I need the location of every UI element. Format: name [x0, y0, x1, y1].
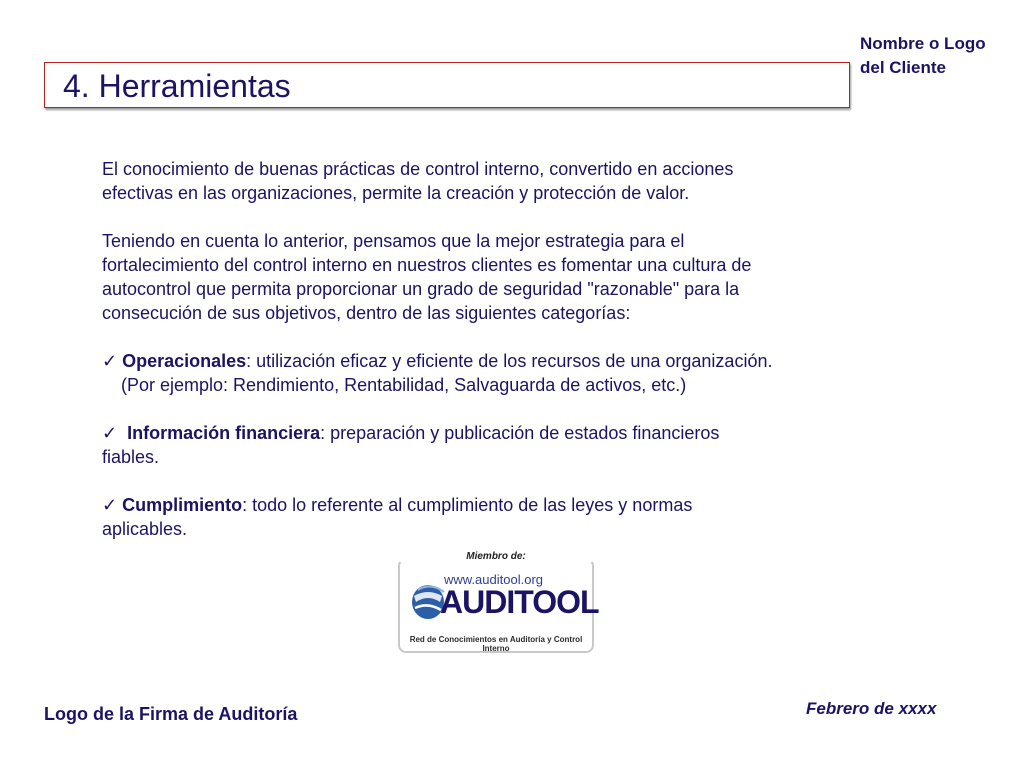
bullet-desc-continued: (Por ejemplo: Rendimiento, Rentabilidad, Salvaguarda de activos, etc.) — [121, 375, 687, 395]
bullet-desc-continued: fiables. — [102, 447, 160, 467]
title-box — [44, 62, 850, 108]
auditool-logo-card — [398, 558, 599, 653]
para2-line3: autocontrol que permita proporcionar un grado de seguridad "razonable" para la — [102, 279, 740, 299]
date-label: Febrero de xxxx — [806, 699, 937, 718]
auditool-tagline: Red de Conocimientos en Auditoría y Control Interno — [409, 635, 583, 653]
bullet-informacion-financiera — [102, 421, 862, 445]
bullet-term: Operacionales — [122, 351, 247, 371]
para2-line2: fortalecimiento del control interno en nuestros clientes es fomentar una cultura de — [102, 255, 752, 275]
checkmark-icon: ✓ — [102, 495, 118, 515]
checkmark-icon: ✓ — [102, 423, 118, 443]
para2-line4: consecución de sus objetivos, dentro de las siguientes categorías: — [102, 303, 631, 323]
bullet-desc: : preparación y publicación de estados financieros — [320, 423, 720, 443]
client-logo-line1: Nombre o Logo — [860, 34, 986, 53]
auditool-member-badge — [398, 551, 599, 653]
bullet-desc: : todo lo referente al cumplimiento de las leyes y normas — [242, 495, 693, 515]
bullet-desc-continued: aplicables. — [102, 519, 188, 539]
auditool-url: www.auditool.org — [444, 572, 543, 587]
para1-line1: El conocimiento de buenas prácticas de control interno, convertido en acciones — [102, 159, 734, 179]
bullet-term: Cumplimiento — [122, 495, 243, 515]
member-label: Miembro de: — [398, 551, 594, 562]
checkmark-icon: ✓ — [102, 351, 118, 371]
bullet-cumplimiento — [102, 493, 862, 517]
main-content — [102, 157, 862, 541]
client-logo-line2: del Cliente — [860, 58, 946, 77]
client-logo-placeholder — [860, 32, 1020, 80]
para1-line2: efectivas en las organizaciones, permite la creación y protección de valor. — [102, 183, 690, 203]
bullet-desc: : utilización eficaz y eficiente de los recursos de una organización. — [246, 351, 773, 371]
para2-line1: Teniendo en cuenta lo anterior, pensamos que la mejor estrategia para el — [102, 231, 685, 251]
page-title: 4. Herramientas — [63, 68, 291, 104]
auditool-brand: AUDITOOL — [440, 584, 599, 620]
bullet-term: Información financiera — [127, 423, 321, 443]
bullet-operacionales — [102, 349, 862, 373]
firm-logo-placeholder: Logo de la Firma de Auditoría — [44, 704, 298, 724]
